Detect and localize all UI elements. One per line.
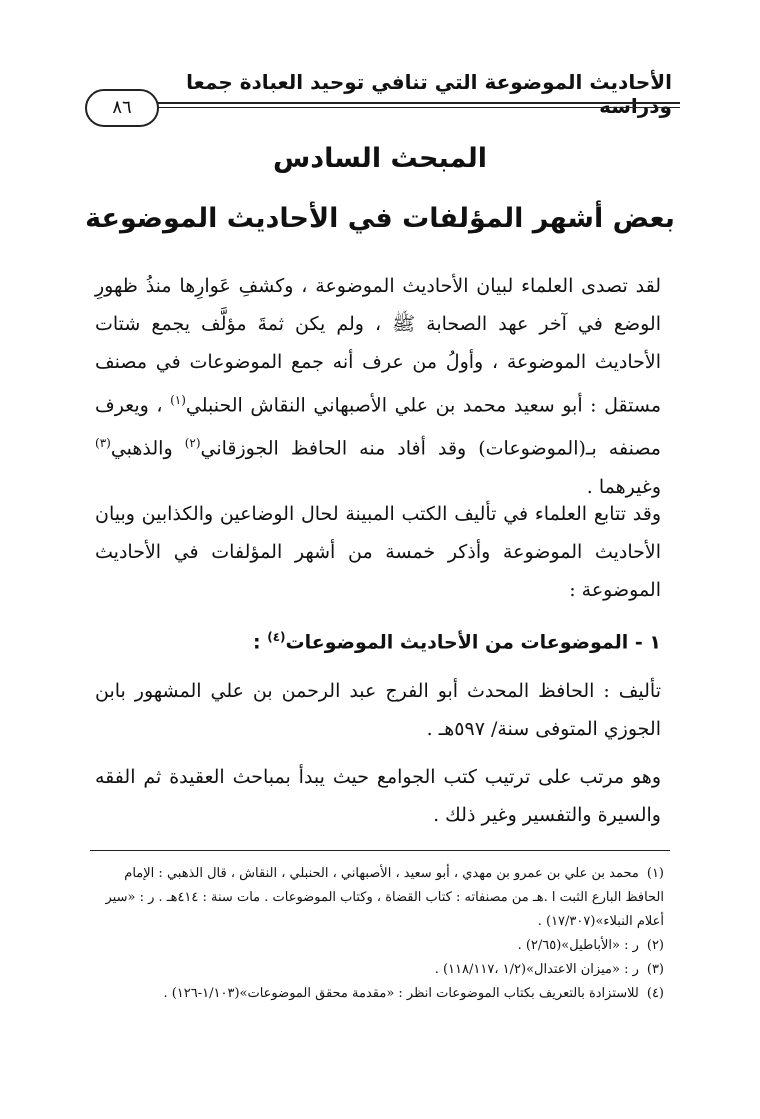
- paragraph-author: تأليف : الحافظ المحدث أبو الفرج عبد الرحمن بن علي المشهور بابن الجوزي المتوفى سنة/ ٥٩٧هـ .: [95, 680, 661, 740]
- footnote-ref-1: (١): [170, 393, 186, 407]
- footnote-text: للاستزادة بالتعريف بكتاب الموضوعات انظر : «مقدمة محقق الموضوعات»(١/١٠٣-١٢٦) .: [163, 986, 639, 1001]
- footnote-text: ر : «الأباطيل»(٢/٦٥) .: [517, 938, 639, 953]
- paragraph-scholars: وقد تتابع العلماء في تأليف الكتب المبينة لحال الوضاعين والكذابين وبيان الأحاديث الموضوعة وأذكر خمسة من أشهر المؤلفات في الأحاديث الموضوعة :: [95, 503, 661, 601]
- footnote-1: [92, 862, 664, 934]
- footnote-4: [92, 982, 664, 1006]
- paragraph-intro-text-b: ، ويعرف مصنفه بـ(الموضوعات) وقد أفاد منه الحافظ الجوزقاني: [95, 394, 661, 460]
- footnote-3: [92, 958, 664, 982]
- section-heading: المبحث السادس: [272, 143, 488, 174]
- running-header-title: الأحاديث الموضوعة التي تنافي توحيد العبادة جمعا ودراسة: [186, 70, 672, 118]
- footnote-number: (٢): [646, 938, 664, 953]
- paragraph-intro-text-a: لقد تصدى العلماء لبيان الأحاديث الموضوعة ، وكشفِ عَوارِها منذُ ظهورِ الوضع في آخر عهد الصحابة ﷺ ، ولم يكن ثمةَ مؤلَّف يجمع شتات الأحاديث الموضوعة ، وأولُ من عرف أنه جمع الموضوعات في مصنف مستقل : أبو سعيد محمد بن علي الأصبهاني النقاش الحنبلي: [95, 275, 661, 417]
- footnote-2: [92, 934, 664, 958]
- item-heading-1-colon: :: [253, 631, 268, 654]
- footnote-text: محمد بن علي بن عمرو بن مهدي ، أبو سعيد ، الأصبهاني ، الحنبلي ، النقاش ، قال الذهبي : الإمام الحافظ البارع الثبت ا .هـ من مصنفاته : كتاب القضاة ، وكتاب الموضوعات . مات سنة : ٤١٤هـ . ر : «سير أعلام النبلاء»(١٧/٣٠٧) .: [105, 866, 664, 929]
- footnote-ref-2: (٢): [184, 436, 201, 451]
- paragraph-intro: [95, 267, 661, 506]
- footnote-ref-4: (٤): [267, 630, 286, 644]
- paragraph-intro-text-c: والذهبي: [110, 437, 185, 460]
- header-divider: [88, 102, 680, 104]
- footnote-ref-3: (٣): [95, 436, 111, 451]
- footnote-number: (٣): [646, 962, 664, 977]
- page-number: ٨٦: [85, 89, 159, 127]
- footnote-text: ر : «ميزان الاعتدال»(١/٢ ،١١٨/١١٧) .: [434, 962, 639, 977]
- paragraph-intro-text-d: وغيرهما .: [586, 475, 661, 498]
- item-heading-1: [95, 630, 661, 653]
- footnote-number: (١): [646, 866, 664, 881]
- footnote-divider: [90, 850, 670, 851]
- footnotes: [92, 862, 664, 1006]
- item-heading-1-text: ١ - الموضوعات من الأحاديث الموضوعات: [285, 631, 661, 654]
- header-divider-thin: [88, 107, 680, 108]
- footnote-number: (٤): [646, 986, 664, 1001]
- section-subheading: بعض أشهر المؤلفات في الأحاديث الموضوعة: [85, 203, 675, 234]
- paragraph-arrangement: وهو مرتب على ترتيب كتب الجوامع حيث يبدأ بمباحث العقيدة ثم الفقه والسيرة والتفسير وغير ذلك .: [95, 766, 661, 826]
